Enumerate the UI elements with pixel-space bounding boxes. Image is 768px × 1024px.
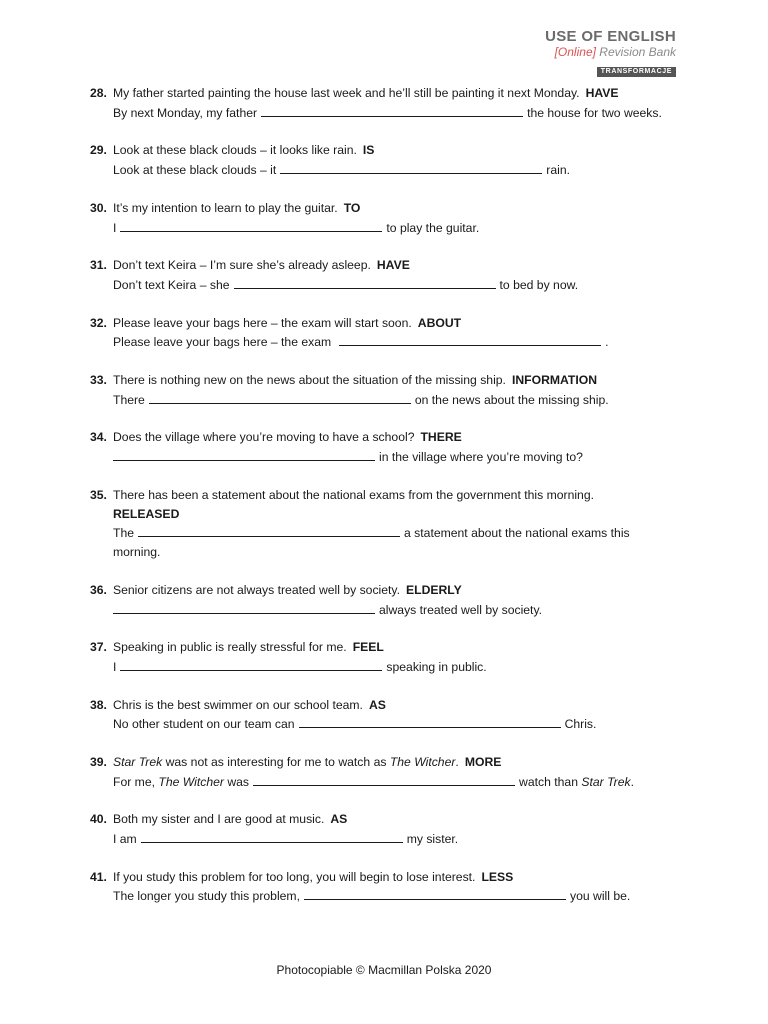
title-the-witcher: The Witcher bbox=[389, 754, 456, 769]
brand-subtitle bbox=[545, 45, 676, 60]
source-sentence: There is nothing new on the news about the situation of the missing ship. bbox=[113, 372, 506, 387]
answer-blank[interactable] bbox=[141, 829, 403, 843]
source-sentence: There has been a statement about the national exams from the government this morning. bbox=[113, 487, 595, 502]
source-sentence: Look at these black clouds – it looks like rain. bbox=[113, 143, 357, 158]
question-34 bbox=[90, 428, 670, 467]
answer-blank[interactable] bbox=[120, 657, 382, 671]
source-sentence: Star Trek was not as interesting for me to watch as The Witcher. bbox=[113, 754, 459, 769]
question-29 bbox=[90, 141, 670, 180]
answer-prefix: I bbox=[113, 659, 117, 674]
answer-blank[interactable] bbox=[261, 103, 523, 117]
question-28 bbox=[90, 84, 670, 123]
question-number: 41. bbox=[90, 869, 107, 884]
question-36 bbox=[90, 581, 670, 620]
keyword: INFORMATION bbox=[511, 372, 598, 387]
answer-suffix: . bbox=[605, 335, 609, 350]
question-33 bbox=[90, 371, 670, 410]
answer-suffix: to play the guitar. bbox=[386, 220, 480, 235]
keyword: TO bbox=[343, 200, 361, 215]
answer-suffix: to bed by now. bbox=[499, 277, 579, 292]
answer-suffix: in the village where you’re moving to? bbox=[379, 450, 583, 465]
answer-blank[interactable] bbox=[299, 714, 561, 728]
question-number: 33. bbox=[90, 372, 107, 387]
answer-prefix: I am bbox=[113, 832, 137, 847]
answer-blank[interactable] bbox=[138, 523, 400, 537]
answer-suffix: speaking in public. bbox=[386, 659, 487, 674]
question-number: 40. bbox=[90, 812, 107, 827]
answer-blank[interactable] bbox=[120, 218, 382, 232]
source-sentence: If you study this problem for too long, you will begin to lose interest. bbox=[113, 869, 476, 884]
question-39 bbox=[90, 753, 670, 792]
answer-blank[interactable] bbox=[234, 275, 496, 289]
source-sentence: My father started painting the house last week and he’ll still be painting it next Monday. bbox=[113, 86, 580, 100]
answer-blank[interactable] bbox=[339, 332, 601, 346]
source-sentence: Does the village where you’re moving to have a school? bbox=[113, 430, 415, 445]
question-31 bbox=[90, 256, 670, 295]
answer-suffix: always treated well by society. bbox=[379, 602, 543, 617]
keyword: ABOUT bbox=[417, 315, 462, 330]
question-number: 32. bbox=[90, 315, 107, 330]
title-star-trek: Star Trek bbox=[113, 754, 163, 769]
question-number: 38. bbox=[90, 697, 107, 712]
question-number: 28. bbox=[90, 86, 107, 100]
keyword: THERE bbox=[420, 430, 462, 445]
brand-section-tag: TRANSFORMACJE bbox=[597, 67, 676, 77]
answer-prefix: For me, The Witcher was bbox=[113, 774, 250, 789]
brand-title: USE OF ENGLISH bbox=[545, 28, 676, 45]
brand-revision-label: Revision Bank bbox=[595, 45, 676, 59]
source-sentence: Speaking in public is really stressful for me. bbox=[113, 640, 347, 655]
answer-suffix: watch than Star Trek. bbox=[519, 774, 634, 789]
answer-prefix: No other student on our team can bbox=[113, 717, 295, 732]
question-number: 29. bbox=[90, 143, 107, 158]
question-list bbox=[90, 84, 670, 925]
answer-suffix: rain. bbox=[546, 163, 570, 178]
keyword: FEEL bbox=[352, 640, 384, 655]
source-sentence: Don’t text Keira – I’m sure she’s already asleep. bbox=[113, 258, 371, 273]
answer-blank[interactable] bbox=[253, 772, 515, 786]
keyword: LESS bbox=[481, 869, 514, 884]
question-38 bbox=[90, 696, 670, 735]
source-sentence: Chris is the best swimmer on our school team. bbox=[113, 697, 363, 712]
question-number: 34. bbox=[90, 430, 107, 445]
answer-blank[interactable] bbox=[304, 886, 566, 900]
question-number: 36. bbox=[90, 582, 107, 597]
question-35 bbox=[90, 486, 670, 562]
answer-suffix: on the news about the missing ship. bbox=[414, 392, 609, 407]
question-37 bbox=[90, 638, 670, 677]
answer-prefix: The bbox=[113, 526, 135, 541]
answer-prefix: By next Monday, my father bbox=[113, 105, 258, 120]
question-number: 30. bbox=[90, 200, 107, 215]
question-number: 39. bbox=[90, 754, 107, 769]
brand-header bbox=[545, 28, 676, 78]
question-32 bbox=[90, 314, 670, 353]
answer-blank[interactable] bbox=[113, 600, 375, 614]
answer-blank[interactable] bbox=[280, 160, 542, 174]
question-30 bbox=[90, 199, 670, 238]
keyword: AS bbox=[330, 812, 348, 827]
keyword: HAVE bbox=[585, 86, 619, 100]
copyright-footer: Photocopiable © Macmillan Polska 2020 bbox=[276, 963, 492, 977]
answer-blank[interactable] bbox=[113, 447, 375, 461]
answer-blank[interactable] bbox=[149, 390, 411, 404]
keyword: ELDERLY bbox=[406, 582, 462, 597]
answer-suffix: Chris. bbox=[564, 717, 597, 732]
answer-suffix: my sister. bbox=[406, 832, 459, 847]
answer-prefix: There bbox=[113, 392, 145, 407]
answer-suffix: you will be. bbox=[569, 889, 631, 904]
keyword: HAVE bbox=[376, 258, 410, 273]
answer-prefix: The longer you study this problem, bbox=[113, 889, 300, 904]
answer-prefix: I bbox=[113, 220, 117, 235]
keyword: AS bbox=[368, 697, 386, 712]
question-40 bbox=[90, 810, 670, 849]
answer-suffix: the house for two weeks. bbox=[527, 105, 662, 120]
question-number: 31. bbox=[90, 258, 107, 273]
source-sentence: It’s my intention to learn to play the guitar. bbox=[113, 200, 338, 215]
keyword: MORE bbox=[464, 754, 502, 769]
question-number: 37. bbox=[90, 640, 107, 655]
answer-suffix: a statement about the national exams this morning. bbox=[113, 526, 630, 560]
keyword: RELEASED bbox=[113, 506, 180, 521]
source-sentence: Senior citizens are not always treated well by society. bbox=[113, 582, 400, 597]
keyword: IS bbox=[362, 143, 375, 158]
question-number: 35. bbox=[90, 487, 107, 502]
brand-online-label: [Online] bbox=[554, 45, 596, 59]
answer-prefix: Look at these black clouds – it bbox=[113, 163, 277, 178]
answer-prefix: Don’t text Keira – she bbox=[113, 277, 230, 292]
source-sentence: Please leave your bags here – the exam will start soon. bbox=[113, 315, 412, 330]
question-41 bbox=[90, 868, 670, 907]
source-sentence: Both my sister and I are good at music. bbox=[113, 812, 325, 827]
answer-prefix: Please leave your bags here – the exam bbox=[113, 335, 332, 350]
